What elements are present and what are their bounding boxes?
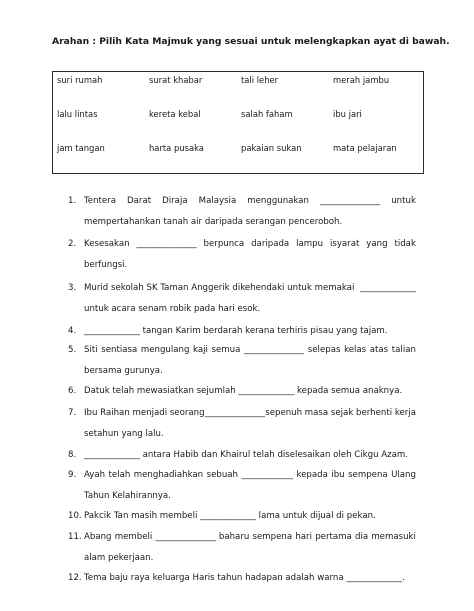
instruction-heading: Arahan : Pilih Kata Majmuk yang sesuai untuk melengkapkan ayat di bawah. (52, 36, 450, 47)
question-continuation: mempertahankan tanah air daripada serangan penceroboh. (84, 217, 343, 227)
question-word: semua (211, 345, 241, 355)
word-bank-box (52, 71, 424, 174)
question-word: Siti (84, 345, 98, 355)
question-word: kaji (193, 345, 208, 355)
question-word: Ayah (84, 470, 106, 480)
question-word: Diraja (162, 196, 188, 206)
question-word: menghadiahkan (133, 470, 204, 480)
question-line (84, 470, 416, 480)
question-word: tidak (394, 239, 416, 249)
question-word: baharu (218, 532, 250, 542)
question-continuation: untuk acara senam robik pada hari esok. (84, 304, 261, 314)
question-word: sempena (348, 470, 388, 480)
question-continuation: setahun yang lalu. (84, 429, 164, 439)
question-word: hari (295, 532, 312, 542)
question-word: untuk (391, 196, 416, 206)
question-word: Ibu Raihan menjadi seorang (84, 408, 205, 418)
word-bank-item: ibu jari (333, 109, 362, 119)
question-word: Darat (127, 196, 152, 206)
question-line (84, 283, 416, 293)
question-word: Murid sekolah SK Taman Anggerik dikehendaki untuk memakai (84, 283, 355, 293)
question-line: Pakcik Tan masih membeli _____________ lama untuk dijual di pekan. (84, 511, 376, 521)
question-line: Datuk telah mewasiatkan sejumlah _____________ kepada semua anaknya. (84, 386, 403, 396)
question-continuation: bersama gurunya. (84, 366, 163, 376)
question-continuation: berfungsi. (84, 260, 128, 270)
question-word: memasuki (371, 532, 416, 542)
question-number: 1. (68, 196, 77, 206)
question-word: kepada (296, 470, 328, 480)
question-word: daripada (251, 239, 290, 249)
question-word: atas (369, 345, 389, 355)
question-number: 2. (68, 239, 77, 249)
word-bank-item: lalu lintas (57, 109, 98, 119)
word-bank-item: mata pelajaran (333, 143, 397, 153)
question-line (84, 345, 416, 355)
question-word: sentiasa (101, 345, 138, 355)
question-word: dia (354, 532, 369, 542)
question-number: 4. (68, 326, 77, 336)
question-number: 7. (68, 408, 77, 418)
question-word: Abang (84, 532, 112, 542)
answer-blank: _____________ (360, 283, 416, 293)
word-bank-item: kereta kebal (149, 109, 201, 119)
question-word: yang (366, 239, 388, 249)
question-word: menggunakan (247, 196, 309, 206)
question-word: sebuah (206, 470, 238, 480)
answer-blank: ____________ (241, 470, 293, 480)
question-number: 8. (68, 450, 77, 460)
question-word: selepas (307, 345, 341, 355)
question-word: sepenuh masa sejak berhenti kerja (265, 408, 416, 418)
question-number: 5. (68, 345, 77, 355)
answer-blank: ______________ (204, 408, 265, 418)
question-line: _____________ antara Habib dan Khairul telah diselesaikan oleh Cikgu Azam. (84, 450, 409, 460)
question-word: kelas (344, 345, 367, 355)
question-continuation: alam pekerjaan. (84, 553, 154, 563)
question-number: 6. (68, 386, 77, 396)
question-word: pertama (315, 532, 352, 542)
question-word: sempena (252, 532, 293, 542)
question-word: telah (108, 470, 131, 480)
question-line: Tema baju raya keluarga Haris tahun hadapan adalah warna _____________. (84, 573, 405, 583)
question-line (84, 239, 416, 249)
word-bank-item: harta pusaka (149, 143, 204, 153)
answer-blank: ______________ (320, 196, 381, 206)
word-bank-item: tali leher (241, 75, 279, 85)
answer-blank: ______________ (155, 532, 216, 542)
word-bank-item: pakaian sukan (241, 143, 302, 153)
word-bank-item: salah faham (241, 109, 293, 119)
question-word: Kesesakan (84, 239, 130, 249)
question-word: mengulang (140, 345, 190, 355)
question-number: 11. (68, 532, 82, 542)
question-word: membeli (114, 532, 153, 542)
question-word: Tentera (84, 196, 116, 206)
question-number: 3. (68, 283, 77, 293)
question-continuation: Tahun Kelahirannya. (84, 491, 171, 501)
word-bank-item: jam tangan (57, 143, 105, 153)
question-word: Malaysia (198, 196, 237, 206)
question-number: 9. (68, 470, 77, 480)
question-word: Ulang (391, 470, 416, 480)
question-line (84, 196, 416, 206)
question-line (84, 408, 416, 418)
question-number: 12. (68, 573, 82, 583)
question-word: ibu (331, 470, 345, 480)
question-number: 10. (68, 511, 82, 521)
word-bank-item: merah jambu (333, 75, 390, 85)
question-word: berpunca (203, 239, 245, 249)
question-line: _____________ tangan Karim berdarah kerana terhiris pisau yang tajam. (84, 326, 388, 336)
answer-blank: ______________ (244, 345, 305, 355)
word-bank-item: suri rumah (57, 75, 103, 85)
question-word: lampu (296, 239, 324, 249)
question-line (84, 532, 416, 542)
answer-blank: ______________ (136, 239, 197, 249)
word-bank-item: surat khabar (149, 75, 203, 85)
question-word: isyarat (329, 239, 360, 249)
question-word: talian (391, 345, 416, 355)
